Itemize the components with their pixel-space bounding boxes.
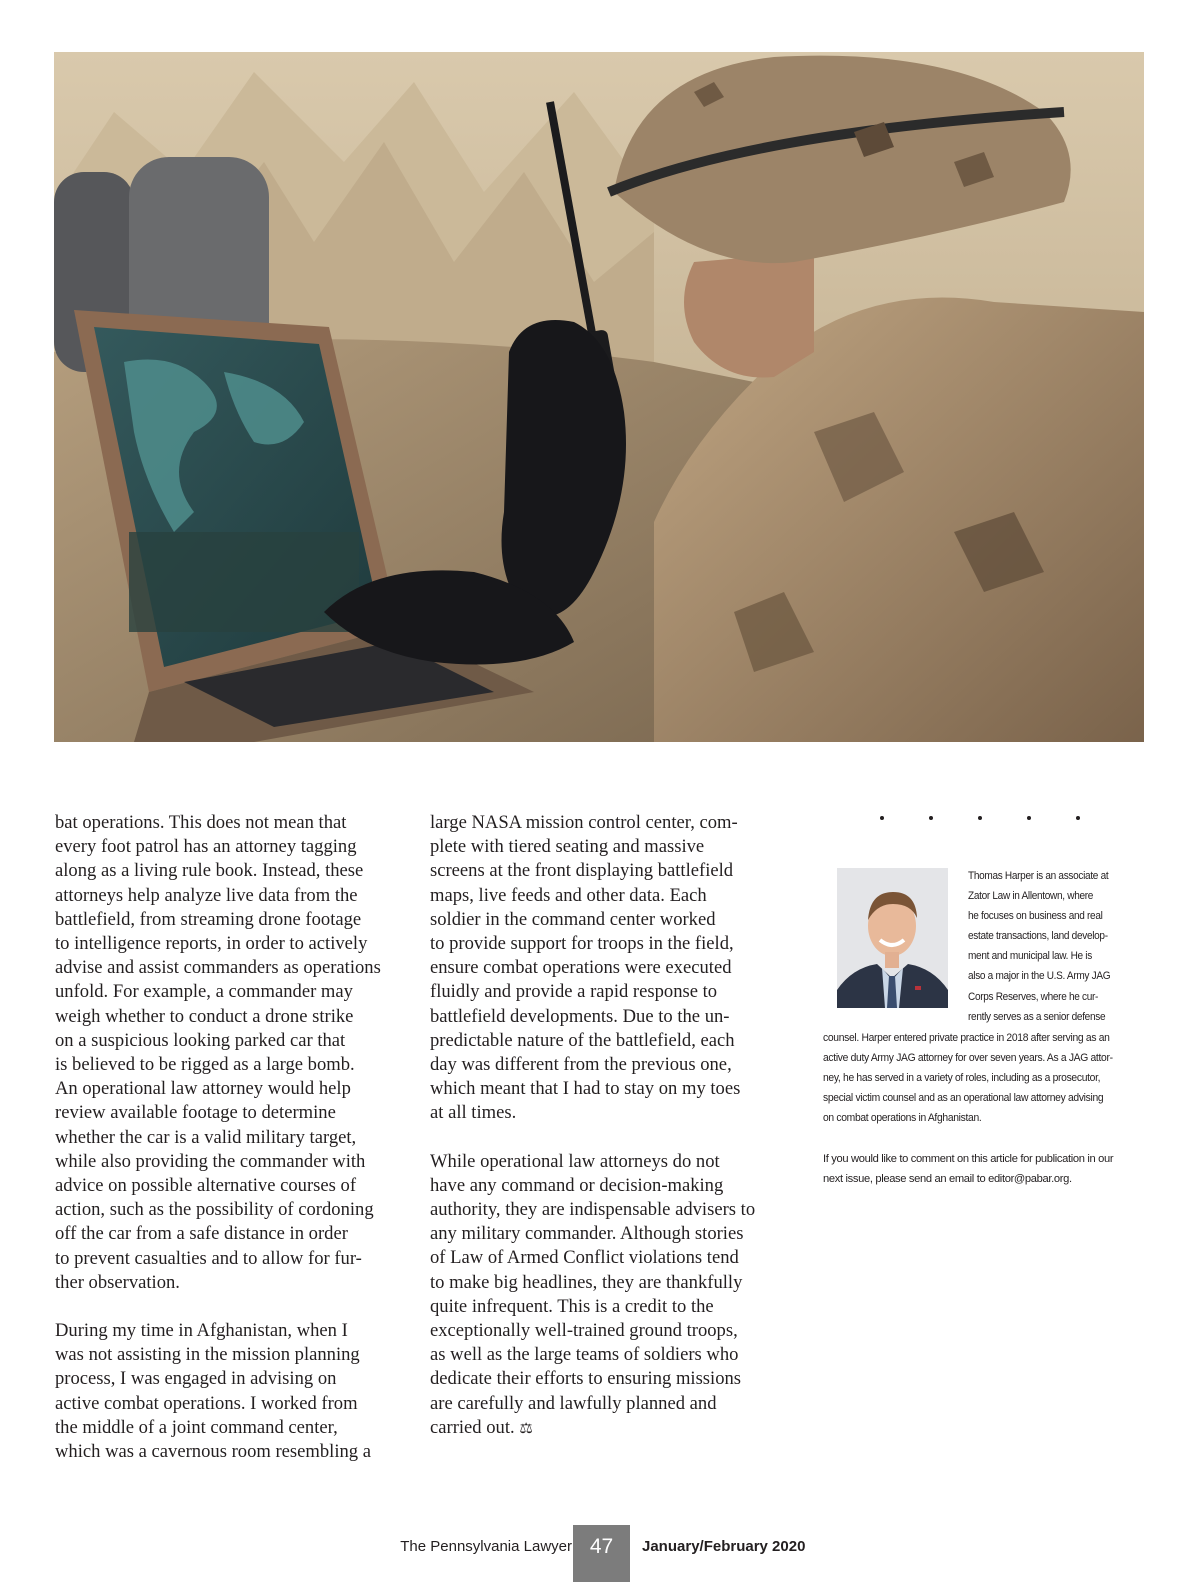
text-line (430, 1416, 775, 1440)
page-number: 47 (573, 1525, 630, 1582)
paragraph (430, 811, 775, 1126)
dot (1076, 816, 1080, 820)
text-line: of Law of Armed Conflict violations tend (430, 1247, 739, 1269)
text-line: During my time in Afghanistan, when I (55, 1320, 348, 1342)
dot (1027, 816, 1031, 820)
text-line: was not assisting in the mission planning (55, 1344, 360, 1366)
text-line: are carefully and lawfully planned and (430, 1392, 717, 1414)
text-line: advice on possible alternative courses of (55, 1175, 357, 1197)
text-line: at all times. (430, 1102, 517, 1124)
bio-line: on combat operations in Afghanistan. (823, 1112, 982, 1125)
text-line: unfold. For example, a commander may (55, 981, 353, 1003)
bio-line: estate transactions, land develop- (968, 930, 1108, 943)
text-line: ther observation. (55, 1271, 180, 1293)
text-line: any military commander. Although stories (430, 1223, 744, 1245)
text-line: predictable nature of the battlefield, each (430, 1029, 735, 1051)
text-line: the middle of a joint command center, (55, 1416, 338, 1438)
comment-line: next issue, please send an email to editor@pabar.org. (823, 1173, 1072, 1186)
text-line: whether the car is a valid military target, (55, 1126, 357, 1148)
separator-dots-icon (880, 816, 1080, 820)
bio-line: he focuses on business and real (968, 910, 1103, 923)
text-line: day was different from the previous one, (430, 1054, 732, 1076)
comment-note (823, 1149, 1113, 1189)
author-headshot (837, 868, 948, 1008)
text-line: fluidly and provide a rapid response to (430, 981, 718, 1003)
text-line: authority, they are indispensable advisers to (430, 1199, 756, 1221)
text-line: attorneys help analyze live data from the (55, 884, 358, 906)
text-line: process, I was engaged in advising on (55, 1368, 337, 1390)
text-line: maps, live feeds and other data. Each (430, 884, 707, 906)
bio-line: Corps Reserves, where he cur- (968, 990, 1099, 1003)
text-line: active combat operations. I worked from (55, 1392, 358, 1414)
text-line: quite infrequent. This is a credit to the (430, 1295, 714, 1317)
comment-line: If you would like to comment on this article for publication in our (823, 1153, 1114, 1165)
text-line: weigh whether to conduct a drone strike (55, 1005, 354, 1027)
paragraph (55, 811, 400, 1295)
bio-line: active duty Army JAG attorney for over seven years. As a JAG attor- (823, 1052, 1113, 1065)
bio-line: ney, he has served in a variety of roles, including as a prosecutor, (823, 1072, 1101, 1085)
text-line: While operational law attorneys do not (430, 1150, 720, 1172)
text-line: advise and assist commanders as operations (55, 957, 381, 979)
text-line: to provide support for troops in the field, (430, 933, 734, 955)
text-line: which meant that I had to stay on my toes (430, 1078, 741, 1100)
text-line: ensure combat operations were executed (430, 957, 732, 979)
text-line: An operational law attorney would help (55, 1078, 351, 1100)
text-line: which was a cavernous room resembling a (55, 1441, 371, 1463)
text-line: exceptionally well-trained ground troops, (430, 1320, 738, 1342)
text-line: have any command or decision-making (430, 1174, 724, 1196)
text-line: every foot patrol has an attorney tagging (55, 836, 357, 858)
text-line: review available footage to determine (55, 1102, 336, 1124)
text-line: is believed to be rigged as a large bomb. (55, 1054, 355, 1076)
bio-line: rently serves as a senior defense (968, 1010, 1106, 1023)
text-line: as well as the large teams of soldiers who (430, 1344, 739, 1366)
text-line: plete with tiered seating and massive (430, 836, 705, 858)
text-line: to intelligence reports, in order to actively (55, 933, 368, 955)
article-column-1 (55, 811, 400, 1488)
bio-line: Thomas Harper is an associate at (968, 870, 1109, 882)
bio-line: special victim counsel and as an operational law attorney advising (823, 1092, 1104, 1105)
text-line: along as a living rule book. Instead, these (55, 860, 364, 882)
bio-line: counsel. Harper entered private practice in 2018 after serving as an (823, 1032, 1110, 1044)
dot (978, 816, 982, 820)
hero-photo (54, 52, 1144, 742)
author-headshot-icon (837, 868, 948, 1008)
dot (929, 816, 933, 820)
text-line: while also providing the commander with (55, 1150, 366, 1172)
soldier-with-laptop-photo (54, 52, 1144, 742)
text-line: off the car from a safe distance in order (55, 1223, 348, 1245)
text-line: dedicate their efforts to ensuring missions (430, 1368, 742, 1390)
author-bio-side (968, 866, 1110, 1027)
text-line: soldier in the command center worked (430, 908, 716, 930)
text-line: to make big headlines, they are thankfully (430, 1271, 743, 1293)
text-line: battlefield, from streaming drone footage (55, 908, 362, 930)
bio-line: Zator Law in Allentown, where (968, 890, 1094, 903)
text-line: to prevent casualties and to allow for fur- (55, 1247, 362, 1269)
bio-line: ment and municipal law. He is (968, 950, 1092, 963)
scales-of-justice-icon: ⚖ (519, 1418, 533, 1437)
text-line: bat operations. This does not mean that (55, 812, 347, 833)
text-line: large NASA mission control center, com- (430, 812, 738, 833)
bio-line: also a major in the U.S. Army JAG (968, 970, 1111, 983)
article-column-2 (430, 811, 775, 1464)
text-line-final: carried out. (430, 1416, 515, 1438)
paragraph (430, 1150, 775, 1440)
dot (880, 816, 884, 820)
publication-name: The Pennsylvania Lawyer (400, 1538, 572, 1555)
text-line: screens at the front displaying battlefield (430, 860, 734, 882)
text-line: action, such as the possibility of cordoning (55, 1199, 374, 1221)
text-line: battlefield developments. Due to the un- (430, 1005, 730, 1027)
author-bio-full (823, 1028, 1113, 1128)
issue-date: January/February 2020 (642, 1538, 806, 1555)
page-footer (0, 1525, 1200, 1582)
text-line: on a suspicious looking parked car that (55, 1029, 346, 1051)
paragraph (55, 1319, 400, 1464)
